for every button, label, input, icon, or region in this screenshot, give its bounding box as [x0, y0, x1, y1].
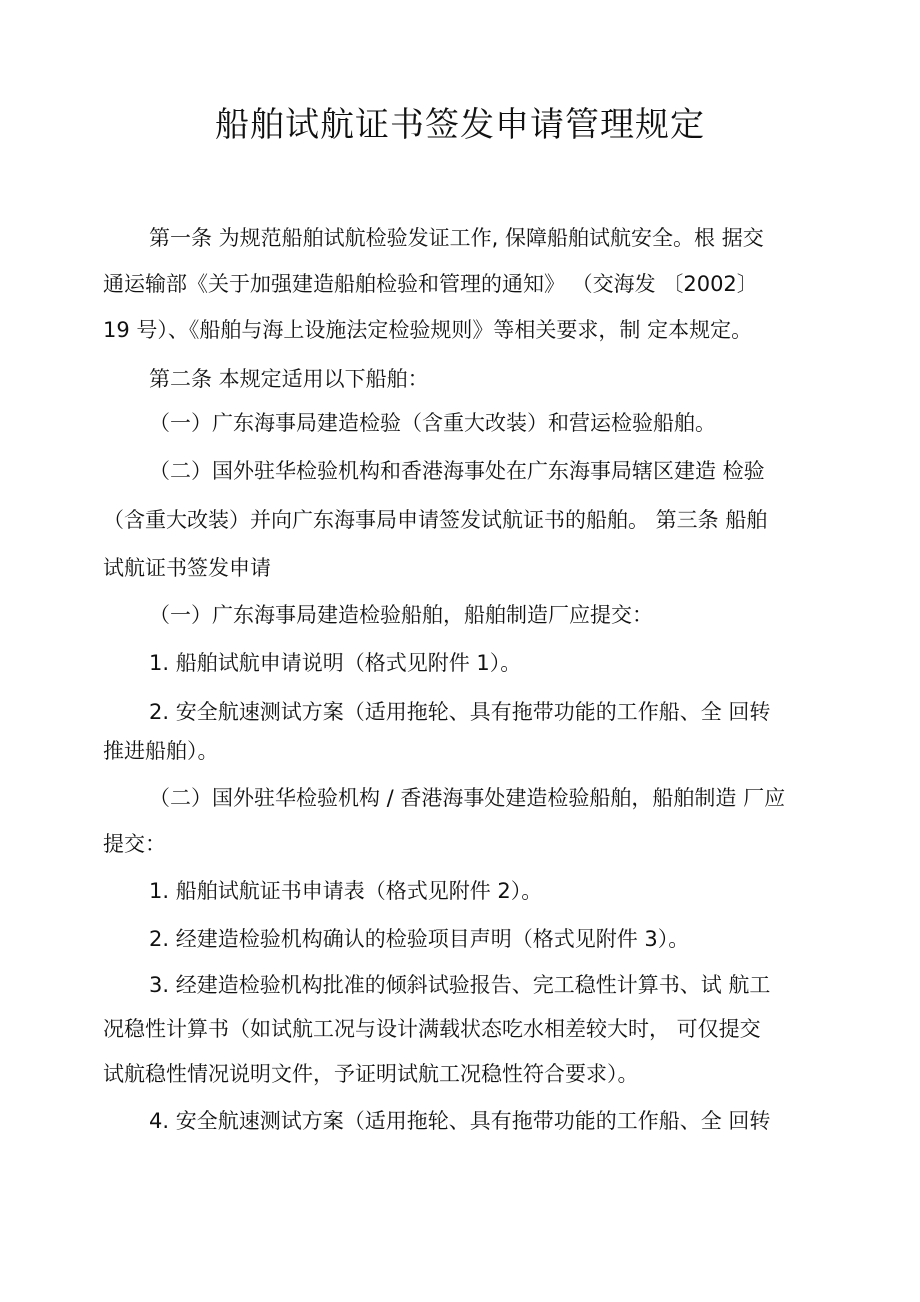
section-2-item-1: 1. 船舶试航证书申请表（格式见附件 2）。 — [149, 879, 543, 903]
section-2-item-3-line-3: 试航稳性情况说明文件，予证明试航工况稳性符合要求）。 — [103, 1062, 639, 1086]
section-2-item-2: 2. 经建造检验机构确认的检验项目声明（格式见附件 3）。 — [149, 927, 690, 951]
article-2-heading: 第二条 本规定适用以下船舶： — [149, 367, 429, 391]
section-2-item-3-line-2: 况稳性计算书（如试航工况与设计满载状态吃水相差较大时， 可仅提交 — [103, 1017, 761, 1041]
section-2-item-4-line-1: 4. 安全航速测试方案（适用拖轮、具有拖带功能的工作船、全 回转 — [149, 1109, 771, 1133]
section-2-item-3-line-1: 3. 经建造检验机构批准的倾斜试验报告、完工稳性计算书、试 航工 — [149, 973, 771, 997]
section-1-item-2-line-1: 2. 安全航速测试方案（适用拖轮、具有拖带功能的工作船、全 回转 — [149, 700, 771, 724]
article-3-section-1: （一）广东海事局建造检验船舶，船舶制造厂应提交： — [149, 603, 653, 627]
article-2-item-2-line-1: （二）国外驻华检验机构和香港海事处在广东海事局辖区建造 检验 — [149, 459, 765, 483]
article-3-section-2-line-2: 提交： — [103, 832, 166, 856]
section-1-item-2-line-2: 推进船舶）。 — [103, 739, 219, 763]
article-1-line-3: 19 号）、《船舶与海上设施法定检验规则》等相关要求，制 定本规定。 — [103, 318, 753, 342]
article-2-item-1: （一）广东海事局建造检验（含重大改装）和营运检验船舶。 — [149, 411, 716, 435]
article-3-section-2-line-1: （二）国外驻华检验机构 / 香港海事处建造检验船舶，船舶制造 厂应 — [149, 786, 786, 810]
document-title: 船舶试航证书签发申请管理规定 — [215, 105, 705, 145]
article-1-line-2: 通运输部《关于加强建造船舶检验和管理的通知》 （交海发 〔2002〕 — [103, 272, 758, 296]
article-1-line-1: 第一条 为规范船舶试航检验发证工作, 保障船舶试航安全。根 据交 — [149, 226, 764, 250]
article-2-item-2-line-2: （含重大改装）并向广东海事局申请签发试航证书的船舶。 第三条 船舶 — [103, 508, 768, 532]
article-3-heading: 试航证书签发申请 — [103, 556, 271, 580]
section-1-item-1: 1. 船舶试航申请说明（格式见附件 1）。 — [149, 651, 522, 675]
